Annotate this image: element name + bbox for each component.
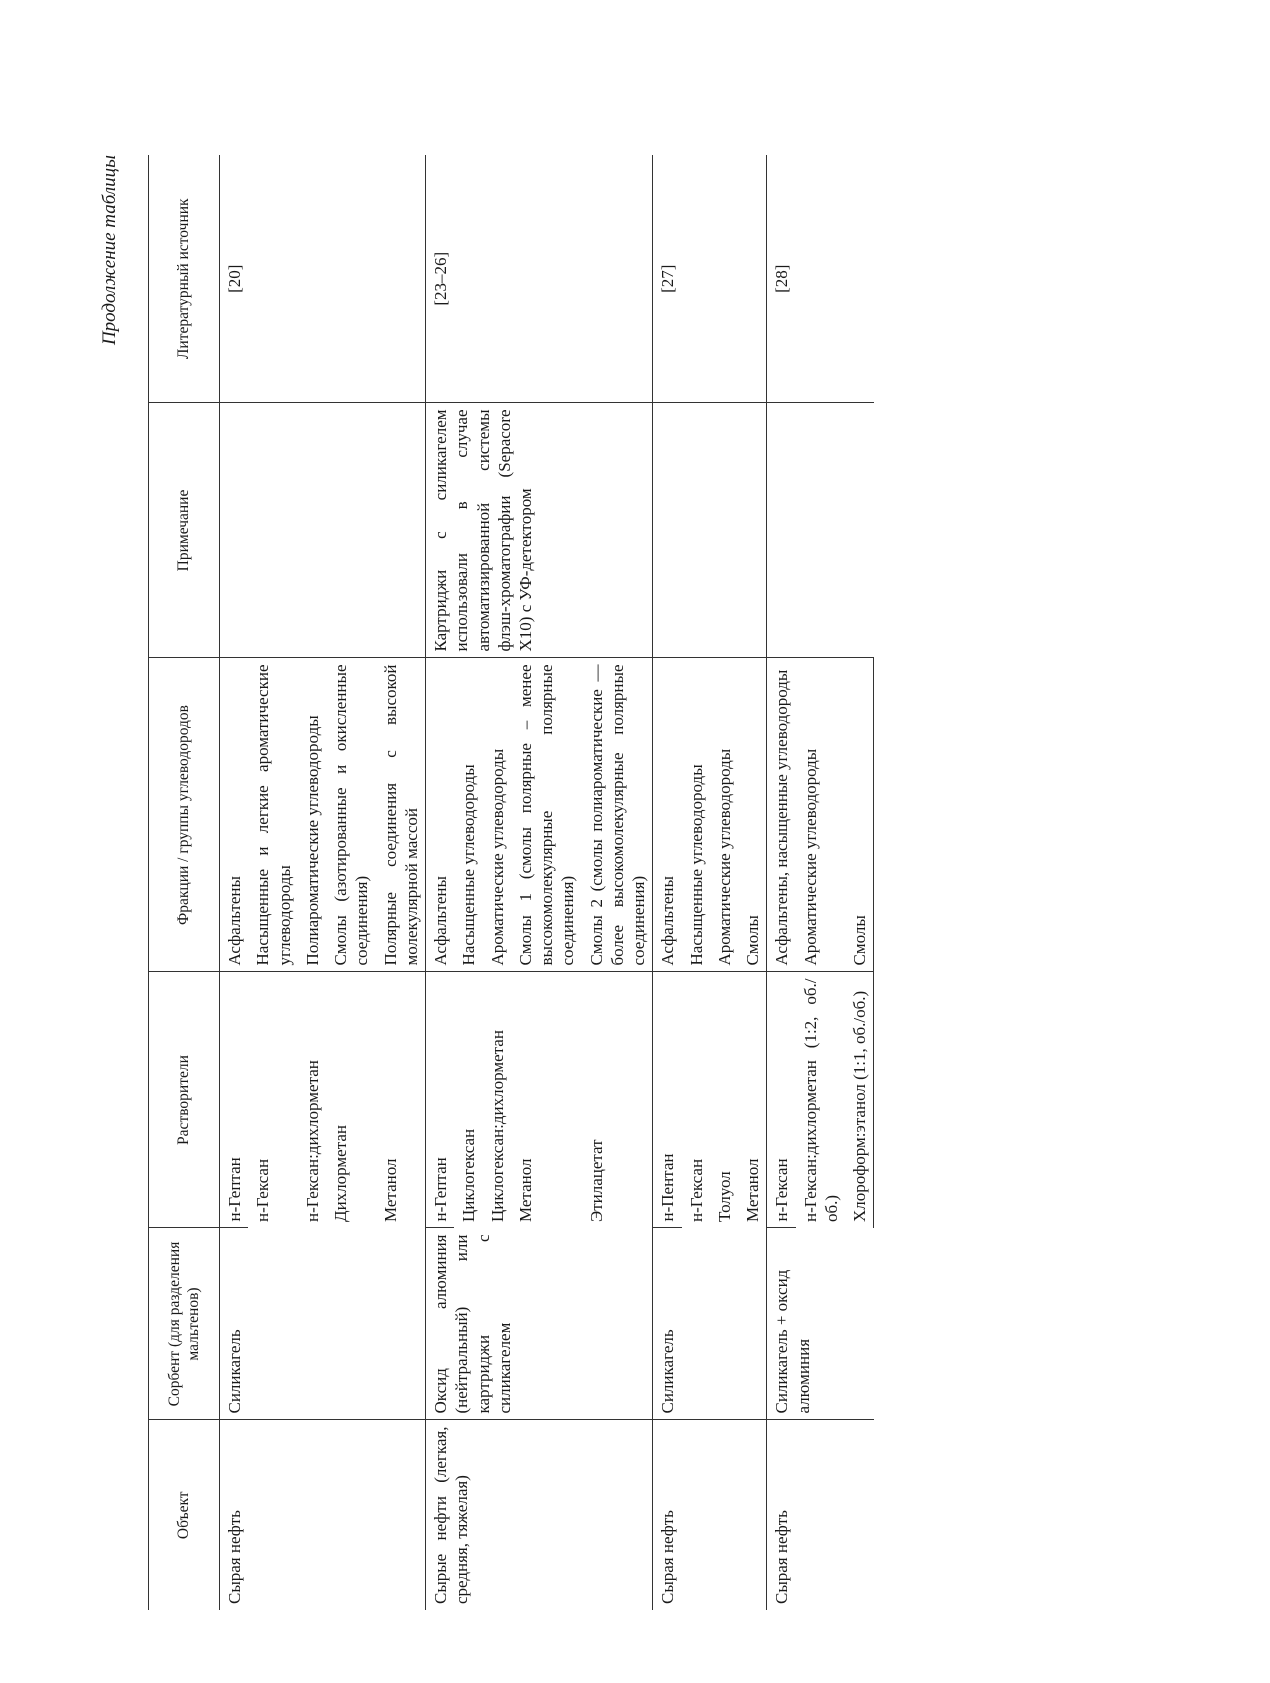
reference-cell: [23–26] [426,155,653,403]
sorbent-cell: Оксид алюминия (нейтральный) или картриджи с силикагелем [426,1228,653,1420]
reference-cell: [20] [220,155,426,403]
solvent-cell: Метанол [743,1158,762,1222]
header-reference: Литературный источник [149,155,220,403]
fraction-cell: Смолы 1 (смолы полярные – менее высокомолекулярные полярные соединения) [511,658,582,972]
sorbent-cell: Силикагель [653,1228,767,1420]
fraction-cell: Ароматические углеводороды [483,658,511,972]
solvent-cell: н-Пентан [653,972,682,1228]
object-cell: Сырая нефть [653,1420,767,1610]
table-header-row [149,155,220,1610]
header-solvents: Растворители [149,972,220,1228]
data-table [148,155,874,1610]
solvent-cell: Дихлорметан [331,1124,350,1222]
fraction-cell: Асфальтены [426,658,455,972]
rotated-table-block [99,155,1128,1610]
fraction-cell: Ароматические углеводороды [710,658,738,972]
fraction-cell: Асфальтены [220,658,249,972]
sorbent-cell: Силикагель + оксид алюминия [767,1228,874,1420]
object-cell: Сырые нефти (легкая, средняя, тяжелая) [426,1420,653,1610]
solvent-cell: н-Гексан [686,1158,706,1222]
fraction-cell: Полиароматические углеводороды [298,658,326,972]
solvent-cell: н-Гексан [767,972,796,1228]
solvent-cell: Циклогексан:дихлорметан [487,1030,507,1222]
table-row [220,155,249,1610]
solvent-cell: н-Гексан:дихлорметан (1:2, об./об.) [800,978,841,1222]
header-note: Примечание [149,403,220,658]
table-caption: Продолжение таблицы [99,155,120,346]
note-cell: Картриджи с силикагелем использовали в случае автоматизированной системы флэш-хроматографии (Sepacore X10) с УФ-детектором [426,403,653,658]
note-cell [653,403,767,658]
table-row [653,155,682,1610]
fraction-cell: Смолы [738,658,767,972]
header-sorbent: Сорбент (для разделения мальтенов) [149,1228,220,1420]
solvent-cell: н-Гептан [220,972,249,1228]
object-cell: Сырая нефть [767,1420,874,1610]
solvent-cell: Хлороформ:этанол (1:1, об./об.) [845,972,874,1228]
note-cell [767,403,874,658]
solvent-cell: Толуол [714,1171,734,1222]
reference-cell: [28] [767,155,874,403]
note-cell [220,403,426,658]
table-row [767,155,796,1610]
solvent-cell: н-Гептан [426,972,455,1228]
solvent-cell: Этилацетат [586,1139,606,1222]
solvent-cell: Циклогексан [459,1128,479,1222]
fraction-cell: Полярные соединения с высокой молекулярной массой [376,658,426,972]
fraction-cell: Смолы 2 (смолы полиароматические — более высокомолекулярные полярные соединения) [582,658,653,972]
solvent-cell: Метанол [515,1158,535,1222]
fraction-cell: Смолы (азотированные и окисленные соединения) [326,658,376,972]
sorbent-cell: Силикагель [220,1228,426,1420]
fraction-cell: Насыщенные углеводороды [682,658,710,972]
fraction-cell: Асфальтены, насыщенные углеводороды [767,658,796,972]
object-cell: Сырая нефть [220,1420,426,1610]
fraction-cell: Насыщенные и легкие ароматические углеводороды [248,658,298,972]
fraction-cell: Асфальтены [653,658,682,972]
reference-cell: [27] [653,155,767,403]
header-fractions: Фракции / группы углеводородов [149,658,220,972]
fraction-cell: Смолы [845,658,874,972]
solvent-cell: н-Гексан:дихлорметан [302,1060,322,1222]
fraction-cell: Насыщенные углеводороды [454,658,482,972]
solvent-cell: н-Гексан [253,1158,273,1222]
fraction-cell: Ароматические углеводороды [796,658,846,972]
table-row [426,155,455,1610]
header-object: Объект [149,1420,220,1610]
solvent-cell: Метанол [380,1158,400,1222]
